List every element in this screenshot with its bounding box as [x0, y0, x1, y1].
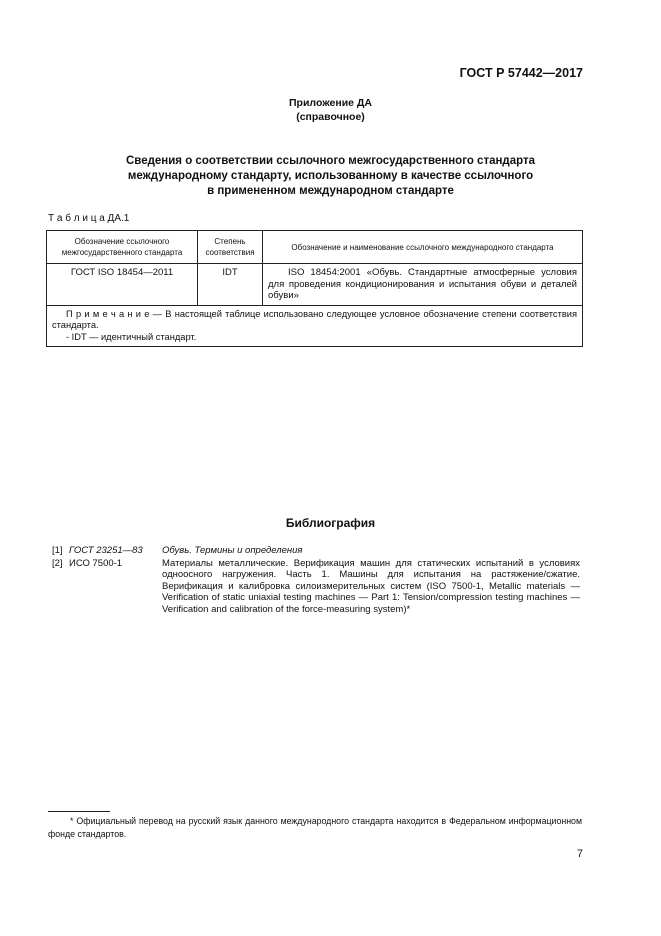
list-item: [52, 558, 580, 616]
appendix-subtitle: (справочное): [296, 111, 365, 123]
footnote: * Официальный перевод на русский язык данного международного стандарта находится в Федеральном информационном фонде стандартов.: [48, 816, 582, 839]
bib-text: Обувь. Термины и определения: [162, 545, 303, 556]
table-header-cell: Обозначение ссылочного межгосударственного стандарта: [47, 231, 198, 264]
table-header-cell: Степень соответствия: [198, 231, 263, 264]
bib-code: ГОСТ 23251—83: [69, 545, 143, 556]
page-number: 7: [576, 848, 583, 860]
table-cell-degree: IDT: [198, 264, 263, 306]
document-code: ГОСТ Р 57442—2017: [459, 66, 583, 80]
appendix-title: Приложение ДА: [289, 97, 372, 109]
table-note-text: П р и м е ч а н и е — В настоящей таблице использовано следующее условное обозначение степени соответствия стандарта.: [52, 308, 577, 330]
table-row: [47, 264, 583, 306]
conformity-table: [46, 230, 583, 347]
section-heading: [0, 154, 661, 199]
appendix-heading: [0, 96, 661, 124]
section-heading-line: в примененном международном стандарте: [207, 185, 454, 197]
section-heading-line: Сведения о соответствии ссылочного межгосударственного стандарта: [125, 155, 536, 167]
table-note-item: - IDT — идентичный стандарт.: [66, 331, 197, 342]
footnote-divider: [48, 811, 110, 812]
section-heading-line: международному стандарту, использованному в качестве ссылочного: [127, 170, 534, 182]
table-cell-code: ГОСТ ISO 18454—2011: [47, 264, 198, 306]
table-caption: Т а б л и ц а ДА.1: [48, 213, 130, 224]
table-header-row: [47, 231, 583, 264]
bibliography-title: Библиография: [285, 516, 376, 530]
bib-code: ИСО 7500-1: [69, 557, 123, 569]
bib-number: [2]: [52, 557, 63, 569]
table-note-row: [47, 305, 583, 347]
table-note: [47, 305, 583, 347]
bib-number: [1]: [52, 545, 63, 556]
bibliography-list: [52, 545, 580, 616]
list-item: [52, 545, 580, 557]
table-cell-name: ISO 18454:2001 «Обувь. Стандартные атмосферные условия для проведения кондиционирования и испытания обуви и деталей обуви»: [263, 264, 583, 306]
table-header-cell: Обозначение и наименование ссылочного международного стандарта: [263, 231, 583, 264]
bib-text: Материалы металлические. Верификация машин для статических испытаний в условиях одноосного нагружения. Часть 1. Машины для испытания на растяжение/сжатие. Верификация и калибровка силоизмерительных систем (ISO 7500-1, Metallic materials — Verification of static uniaxial testing machines — Part 1: Tension/compression testing machines — Verification and calibration of the force-measuring system)*: [162, 557, 580, 615]
